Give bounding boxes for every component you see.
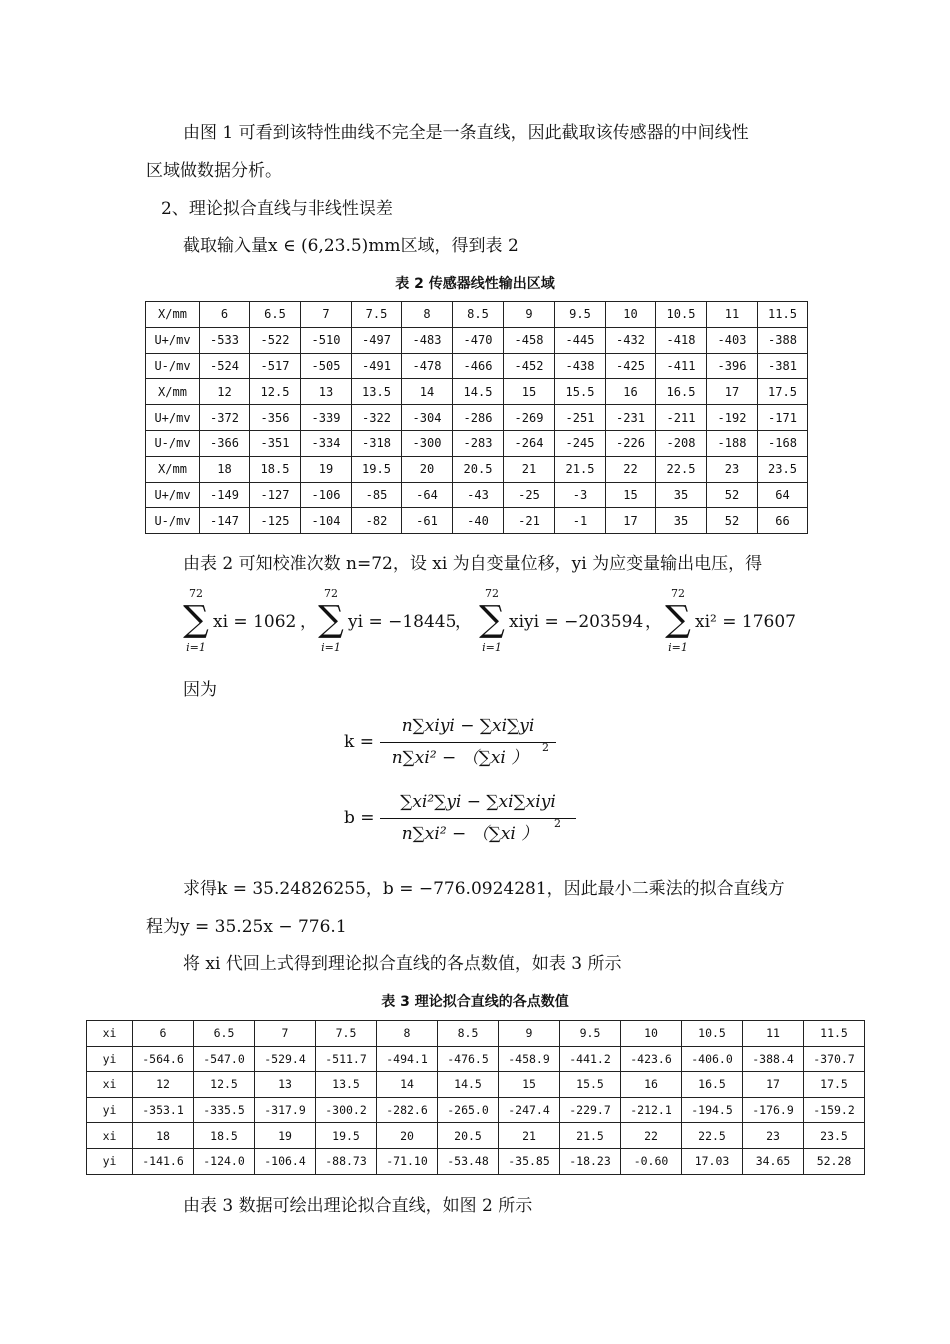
table-cell: -478 — [402, 353, 453, 379]
table-cell: -494.1 — [377, 1046, 438, 1072]
table-row — [146, 353, 808, 379]
table-cell: 22 — [621, 1123, 682, 1149]
table-cell: 10.5 — [682, 1021, 743, 1047]
table-cell: 35 — [656, 508, 707, 534]
table-cell: -388.4 — [743, 1046, 804, 1072]
table3-caption: 表 3 理论拟合直线的各点数值 — [381, 994, 569, 1010]
table-cell: -547.0 — [194, 1046, 255, 1072]
table-cell: -522 — [250, 327, 301, 353]
table-row — [146, 302, 808, 328]
table-cell: -353.1 — [133, 1097, 194, 1123]
table-cell: -269 — [504, 405, 555, 431]
formula-k — [344, 714, 564, 774]
table-cell: 20 — [402, 456, 453, 482]
table-cell: 52 — [707, 508, 758, 534]
formula-k-lhs: k = — [344, 732, 374, 752]
table-cell: -458.9 — [499, 1046, 560, 1072]
table-cell: 19.5 — [316, 1123, 377, 1149]
table-cell: -194.5 — [682, 1097, 743, 1123]
table-cell: 9 — [504, 302, 555, 328]
table-cell: 12 — [200, 379, 250, 405]
table-cell: -505 — [301, 353, 352, 379]
sum-xi-squared-expression: xi² = 17607 — [695, 612, 796, 632]
table-cell: 11.5 — [804, 1021, 865, 1047]
table-cell: -497 — [352, 327, 402, 353]
sum-upper-limit: 72 — [189, 587, 203, 600]
table2 — [145, 301, 808, 534]
sigma-symbol: ∑ — [665, 599, 691, 640]
table-cell: -211 — [656, 405, 707, 431]
row-header-cell: yi — [87, 1148, 133, 1174]
table-cell: -229.7 — [560, 1097, 621, 1123]
table-cell: 19 — [255, 1123, 316, 1149]
table-cell: -366 — [200, 430, 250, 456]
table-cell: -53.48 — [438, 1148, 499, 1174]
table-cell: -106 — [301, 482, 352, 508]
row-header-cell: U+/mv — [146, 405, 200, 431]
row-header-cell: yi — [87, 1046, 133, 1072]
result-suffix: ，因此最小二乘法的拟合直线方 — [546, 879, 785, 899]
table-cell: -21 — [504, 508, 555, 534]
formula-b-power: 2 — [554, 817, 561, 830]
table-cell: 6 — [133, 1021, 194, 1047]
table-cell: 6.5 — [194, 1021, 255, 1047]
table-cell: -318 — [352, 430, 402, 456]
table-cell: -452 — [504, 353, 555, 379]
paragraph-interval — [183, 234, 519, 258]
table-cell: 19.5 — [352, 456, 402, 482]
table-cell: -351 — [250, 430, 301, 456]
table-cell: 7 — [301, 302, 352, 328]
table-cell: -458 — [504, 327, 555, 353]
table-cell: -470 — [453, 327, 504, 353]
table-cell: -82 — [352, 508, 402, 534]
table-cell: -533 — [200, 327, 250, 353]
section-heading: 2、理论拟合直线与非线性误差 — [161, 199, 393, 219]
table-cell: 8.5 — [438, 1021, 499, 1047]
table2-caption: 表 2 传感器线性输出区域 — [395, 276, 555, 292]
table-cell: 8.5 — [453, 302, 504, 328]
table-cell: 52.28 — [804, 1148, 865, 1174]
sum-xi-expression: xi = 1062 — [213, 612, 297, 632]
separator: ， — [645, 612, 662, 632]
table-cell: 11 — [743, 1021, 804, 1047]
table-row — [146, 379, 808, 405]
table-cell: 16 — [621, 1072, 682, 1098]
table-cell: -35.85 — [499, 1148, 560, 1174]
result-prefix: 求得 — [183, 879, 217, 899]
table-cell: 23.5 — [758, 456, 808, 482]
table-cell: -247.4 — [499, 1097, 560, 1123]
table-cell: -147 — [200, 508, 250, 534]
table-row — [87, 1021, 865, 1047]
table-cell: 64 — [758, 482, 808, 508]
table-cell: 7 — [255, 1021, 316, 1047]
table-cell: 6 — [200, 302, 250, 328]
table-cell: 8 — [377, 1021, 438, 1047]
table-cell: -517 — [250, 353, 301, 379]
table-cell: -192 — [707, 405, 758, 431]
table-cell: -511.7 — [316, 1046, 377, 1072]
table-cell: 23 — [707, 456, 758, 482]
formula-b-lhs: b = — [344, 808, 375, 828]
table-cell: -418 — [656, 327, 707, 353]
row-header-cell: U+/mv — [146, 482, 200, 508]
table-cell: 22 — [606, 456, 656, 482]
table-cell: 15 — [499, 1072, 560, 1098]
table-cell: -317.9 — [255, 1097, 316, 1123]
table-cell: 10 — [606, 302, 656, 328]
fitted-line-equation: y = 35.25x − 776.1 — [180, 917, 347, 937]
table-cell: -476.5 — [438, 1046, 499, 1072]
table-cell: 13.5 — [352, 379, 402, 405]
formula-k-denominator: n∑xi² − （∑xi ） — [391, 748, 529, 768]
table-cell: 17 — [743, 1072, 804, 1098]
table-cell: -406.0 — [682, 1046, 743, 1072]
fraction-bar — [380, 818, 576, 819]
table-row — [87, 1123, 865, 1149]
table-cell: 9 — [499, 1021, 560, 1047]
table-cell: -438 — [555, 353, 606, 379]
table-row — [87, 1072, 865, 1098]
row-header-cell: xi — [87, 1123, 133, 1149]
table-cell: -43 — [453, 482, 504, 508]
table-cell: 13.5 — [316, 1072, 377, 1098]
table-cell: -286 — [453, 405, 504, 431]
table-cell: -226 — [606, 430, 656, 456]
table-cell: -124.0 — [194, 1148, 255, 1174]
result-line2 — [146, 915, 347, 939]
paragraph-substitute: 将 xi 代回上式得到理论拟合直线的各点数值，如表 3 所示 — [183, 954, 622, 974]
table-cell: 21.5 — [555, 456, 606, 482]
table-cell: 7.5 — [316, 1021, 377, 1047]
table-cell: -524 — [200, 353, 250, 379]
table-cell: -245 — [555, 430, 606, 456]
row-header-cell: U+/mv — [146, 327, 200, 353]
equation-prefix: 程为 — [146, 917, 180, 937]
table-row — [146, 508, 808, 534]
table-cell: -403 — [707, 327, 758, 353]
table-cell: -127 — [250, 482, 301, 508]
paragraph-calibration: 由表 2 可知校准次数 n=72，设 xi 为自变量位移，yi 为应变量输出电压，得 — [183, 554, 763, 574]
table-cell: 18 — [200, 456, 250, 482]
table-cell: -564.6 — [133, 1046, 194, 1072]
table-cell: 34.65 — [743, 1148, 804, 1174]
table-cell: -304 — [402, 405, 453, 431]
table-cell: 17 — [707, 379, 758, 405]
table-row — [146, 430, 808, 456]
table-cell: -339 — [301, 405, 352, 431]
table-cell: -231 — [606, 405, 656, 431]
paragraph-intro-line2: 区域做数据分析。 — [146, 161, 282, 181]
table-cell: -264 — [504, 430, 555, 456]
table-cell: 18 — [133, 1123, 194, 1149]
table-cell: -106.4 — [255, 1148, 316, 1174]
table-cell: 7.5 — [352, 302, 402, 328]
table-cell: 17.5 — [804, 1072, 865, 1098]
table-cell: 17.03 — [682, 1148, 743, 1174]
separator: ， — [300, 612, 317, 632]
table-cell: -176.9 — [743, 1097, 804, 1123]
table-cell: 15.5 — [560, 1072, 621, 1098]
table-cell: 16.5 — [656, 379, 707, 405]
table-cell: -159.2 — [804, 1097, 865, 1123]
table-cell: -265.0 — [438, 1097, 499, 1123]
sigma-symbol: ∑ — [318, 599, 344, 640]
sum-upper-limit: 72 — [485, 587, 499, 600]
table-cell: -85 — [352, 482, 402, 508]
table-cell: 20.5 — [453, 456, 504, 482]
table-cell: -441.2 — [560, 1046, 621, 1072]
table-cell: 14 — [377, 1072, 438, 1098]
row-header-cell: U-/mv — [146, 430, 200, 456]
fraction-bar — [380, 742, 556, 743]
table-cell: -188 — [707, 430, 758, 456]
table-cell: -251 — [555, 405, 606, 431]
table-cell: 20 — [377, 1123, 438, 1149]
table-cell: 14 — [402, 379, 453, 405]
table-cell: 20.5 — [438, 1123, 499, 1149]
sum-xiyi-expression: xiyi = −203594 — [509, 612, 644, 632]
table-cell: 12 — [133, 1072, 194, 1098]
table-cell: 16 — [606, 379, 656, 405]
table-cell: -212.1 — [621, 1097, 682, 1123]
table-cell: -510 — [301, 327, 352, 353]
sum-lower-limit: i=1 — [186, 641, 206, 654]
table-cell: 13 — [301, 379, 352, 405]
sum-upper-limit: 72 — [671, 587, 685, 600]
table-cell: -396 — [707, 353, 758, 379]
table-cell: -334 — [301, 430, 352, 456]
sum-yi-expression: yi = −18445 — [348, 612, 457, 632]
table-cell: 9.5 — [555, 302, 606, 328]
table-cell: 21 — [504, 456, 555, 482]
table-cell: 10 — [621, 1021, 682, 1047]
interval-math: x ∈ (6,23.5)mm — [268, 236, 401, 256]
sum-lower-limit: i=1 — [668, 641, 688, 654]
table-cell: -0.60 — [621, 1148, 682, 1174]
table-cell: -282.6 — [377, 1097, 438, 1123]
table-cell: -171 — [758, 405, 808, 431]
row-header-cell: X/mm — [146, 379, 200, 405]
table-cell: 35 — [656, 482, 707, 508]
table-cell: -61 — [402, 508, 453, 534]
table-cell: 14.5 — [453, 379, 504, 405]
table-cell: 10.5 — [656, 302, 707, 328]
table-cell: -432 — [606, 327, 656, 353]
table-cell: 12.5 — [194, 1072, 255, 1098]
row-header-cell: X/mm — [146, 456, 200, 482]
table-cell: 52 — [707, 482, 758, 508]
table-cell: -71.10 — [377, 1148, 438, 1174]
table-cell: -335.5 — [194, 1097, 255, 1123]
sigma-symbol: ∑ — [183, 599, 209, 640]
table-cell: -300 — [402, 430, 453, 456]
result-coefficients: k = 35.24826255，b = −776.0924281 — [217, 879, 547, 899]
table-cell: 11.5 — [758, 302, 808, 328]
table-cell: 6.5 — [250, 302, 301, 328]
table-cell: -88.73 — [316, 1148, 377, 1174]
table-cell: 15.5 — [555, 379, 606, 405]
table-cell: 8 — [402, 302, 453, 328]
table-cell: -3 — [555, 482, 606, 508]
table-cell: 22.5 — [656, 456, 707, 482]
table-cell: 15 — [504, 379, 555, 405]
table-cell: 9.5 — [560, 1021, 621, 1047]
row-header-cell: xi — [87, 1072, 133, 1098]
table-cell: -64 — [402, 482, 453, 508]
table-cell: -381 — [758, 353, 808, 379]
table-cell: -1 — [555, 508, 606, 534]
table-cell: 18.5 — [250, 456, 301, 482]
table-cell: -445 — [555, 327, 606, 353]
formula-b-denominator: n∑xi² − （∑xi ） — [401, 824, 539, 844]
table-cell: -104 — [301, 508, 352, 534]
table-cell: -208 — [656, 430, 707, 456]
table-cell: -300.2 — [316, 1097, 377, 1123]
table-cell: 12.5 — [250, 379, 301, 405]
paragraph-intro-line1: 由图 1 可看到该特性曲线不完全是一条直线，因此截取该传感器的中间线性 — [183, 123, 749, 143]
table-cell: -40 — [453, 508, 504, 534]
table-cell: 11 — [707, 302, 758, 328]
table-cell: 15 — [606, 482, 656, 508]
interval-suffix: 区域，得到表 2 — [400, 236, 519, 256]
row-header-cell: X/mm — [146, 302, 200, 328]
table-cell: -425 — [606, 353, 656, 379]
because-label: 因为 — [183, 680, 217, 700]
row-header-cell: U-/mv — [146, 508, 200, 534]
table-cell: -283 — [453, 430, 504, 456]
table-cell: -25 — [504, 482, 555, 508]
row-header-cell: yi — [87, 1097, 133, 1123]
table-cell: -423.6 — [621, 1046, 682, 1072]
table-cell: 19 — [301, 456, 352, 482]
sum-upper-limit: 72 — [324, 587, 338, 600]
formula-k-numerator: n∑xiyi − ∑xi∑yi — [401, 716, 535, 736]
result-line1 — [183, 877, 785, 901]
table3 — [86, 1020, 865, 1175]
table-cell: -372 — [200, 405, 250, 431]
table-row — [146, 327, 808, 353]
formula-b-numerator: ∑xi²∑yi − ∑xi∑xiyi — [400, 792, 556, 812]
table-cell: -149 — [200, 482, 250, 508]
table-cell: 66 — [758, 508, 808, 534]
table-cell: 17 — [606, 508, 656, 534]
table-cell: -491 — [352, 353, 402, 379]
table-cell: -529.4 — [255, 1046, 316, 1072]
sum-lower-limit: i=1 — [482, 641, 502, 654]
table-cell: 14.5 — [438, 1072, 499, 1098]
table-row — [146, 405, 808, 431]
table-cell: 13 — [255, 1072, 316, 1098]
formula-k-power: 2 — [542, 741, 549, 754]
table-cell: 23.5 — [804, 1123, 865, 1149]
table-cell: 22.5 — [682, 1123, 743, 1149]
summation-row — [183, 588, 823, 658]
table-cell: 16.5 — [682, 1072, 743, 1098]
table-row — [146, 456, 808, 482]
table-cell: -411 — [656, 353, 707, 379]
table-row — [146, 482, 808, 508]
table-cell: -356 — [250, 405, 301, 431]
table-row — [87, 1046, 865, 1072]
table-cell: 21 — [499, 1123, 560, 1149]
table-cell: -168 — [758, 430, 808, 456]
table-row — [87, 1148, 865, 1174]
table-cell: -466 — [453, 353, 504, 379]
row-header-cell: U-/mv — [146, 353, 200, 379]
table-cell: -370.7 — [804, 1046, 865, 1072]
table-cell: -141.6 — [133, 1148, 194, 1174]
interval-prefix: 截取输入量 — [183, 236, 268, 256]
table-cell: 17.5 — [758, 379, 808, 405]
table-cell: 18.5 — [194, 1123, 255, 1149]
sum-lower-limit: i=1 — [321, 641, 341, 654]
table-row — [87, 1097, 865, 1123]
separator: ， — [455, 612, 472, 632]
row-header-cell: xi — [87, 1021, 133, 1047]
table-cell: -322 — [352, 405, 402, 431]
table-cell: -483 — [402, 327, 453, 353]
formula-b — [344, 790, 584, 850]
sigma-symbol: ∑ — [479, 599, 505, 640]
table-cell: -388 — [758, 327, 808, 353]
table-cell: 23 — [743, 1123, 804, 1149]
paragraph-figure-ref: 由表 3 数据可绘出理论拟合直线，如图 2 所示 — [183, 1196, 533, 1216]
table-cell: 21.5 — [560, 1123, 621, 1149]
table-cell: -18.23 — [560, 1148, 621, 1174]
table-cell: -125 — [250, 508, 301, 534]
